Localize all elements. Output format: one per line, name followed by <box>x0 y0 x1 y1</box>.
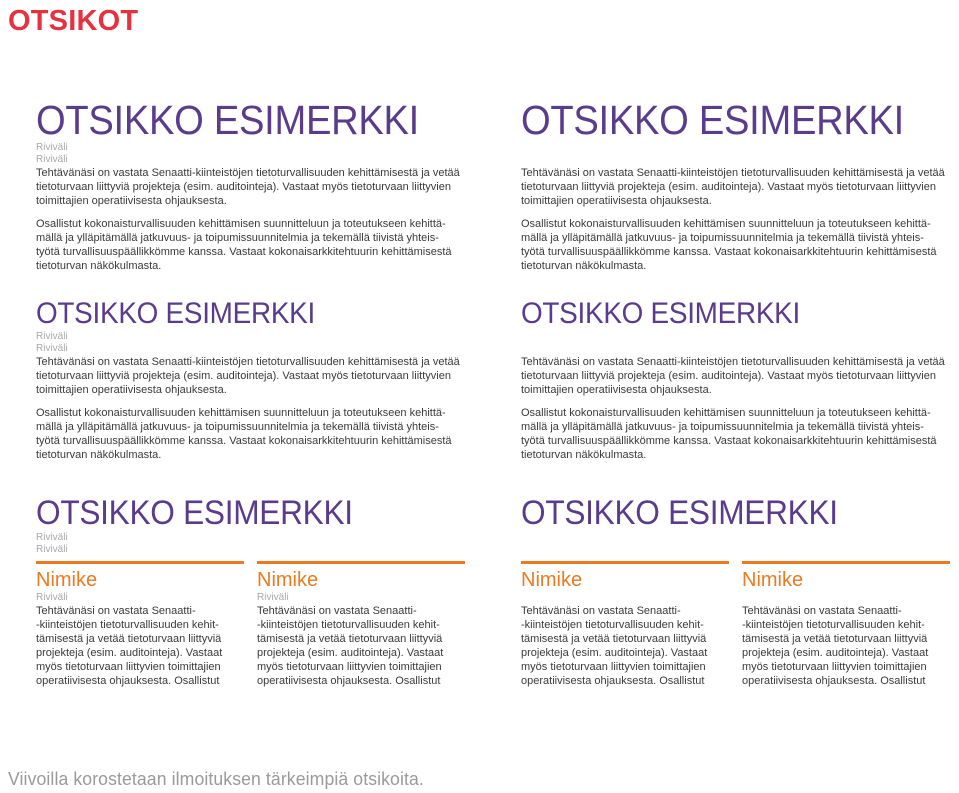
body-paragraph-1: Tehtävänäsi on vastata Senaatti-kiinteistöjen tietoturvallisuuden kehittämisestä ja vetää tietoturvaan liittyviä projekteja (esim. auditointeja). Vastaat myös tietoturvaan liittyvien toimittajien operatiivisesta ohjauksesta. <box>521 167 945 207</box>
example-block-left-2 <box>36 297 476 462</box>
spacing-label: Riviväli <box>36 544 68 555</box>
job-title: Nimike <box>521 569 583 591</box>
example-block-right-2 <box>521 297 951 462</box>
orange-divider-line <box>521 561 729 564</box>
example-heading: OTSIKKO ESIMERKKI <box>521 97 905 143</box>
column-paragraph: Tehtävänäsi on vastata Senaatti- -kiinteistöjen tietoturvallisuuden kehit- tämisestä ja vetää tietoturvaan liittyviä projekteja (esim. auditointeja). Vastaat myös tietoturvaan liittyvien toimittajien operatiivisesta ohjauksesta. Osallistut <box>36 605 223 687</box>
orange-divider-line <box>36 561 244 564</box>
body-paragraph-2: Osallistut kokonaisturvallisuuden kehittämisen suunnitteluun ja toteutukseen kehittä- mällä ja ylläpitämällä jatkuvuus- ja toipumissuunnitelmia ja tekemällä tiivistä yhteis- työtä turvallisuuspäällikkömme kanssa. Vastaat kokonaisarkkitehtuurin kehittämisestä tietoturvan näkökulmasta. <box>36 218 452 272</box>
spacing-label: Riviväli <box>36 142 68 153</box>
example-block-left-3 <box>36 494 476 556</box>
spacing-label: Riviväli <box>36 154 68 165</box>
body-paragraph-2: Osallistut kokonaisturvallisuuden kehittämisen suunnitteluun ja toteutukseen kehittä- mällä ja ylläpitämällä jatkuvuus- ja toipumissuunnitelmia ja tekemällä tiivistä yhteis- työtä turvallisuuspäällikkömme kanssa. Vastaat kokonaisarkkitehtuurin kehittämisestä tietoturvan näkökulmasta. <box>521 407 937 461</box>
job-title: Nimike <box>742 569 804 591</box>
job-title: Nimike <box>36 569 98 591</box>
body-paragraph-1: Tehtävänäsi on vastata Senaatti-kiinteistöjen tietoturvallisuuden kehittämisestä ja vetää tietoturvaan liittyviä projekteja (esim. auditointeja). Vastaat myös tietoturvaan liittyvien toimittajien operatiivisesta ohjauksesta. <box>521 356 945 396</box>
example-block-right-1 <box>521 98 951 273</box>
body-paragraph-1: Tehtävänäsi on vastata Senaatti-kiinteistöjen tietoturvallisuuden kehittämisestä ja vetää tietoturvaan liittyviä projekteja (esim. auditointeja). Vastaat myös tietoturvaan liittyvien toimittajien operatiivisesta ohjauksesta. <box>36 167 460 207</box>
title-column-right-a <box>521 561 729 688</box>
job-title: Nimike <box>257 569 319 591</box>
title-column-left-a <box>36 561 244 688</box>
footer-note: Viivoilla korostetaan ilmoituksen tärkeimpiä otsikoita. <box>8 769 424 789</box>
body-paragraph-2: Osallistut kokonaisturvallisuuden kehittämisen suunnitteluun ja toteutukseen kehittä- mällä ja ylläpitämällä jatkuvuus- ja toipumissuunnitelmia ja tekemällä tiivistä yhteis- työtä turvallisuuspäällikkömme kanssa. Vastaat kokonaisarkkitehtuurin kehittämisestä tietoturvan näkökulmasta. <box>36 407 452 461</box>
spacing-label: Riviväli <box>36 331 68 342</box>
example-heading: OTSIKKO ESIMERKKI <box>36 97 420 143</box>
page-title: OTSIKOT <box>8 5 139 37</box>
spacing-label: Riviväli <box>257 592 289 603</box>
spacing-label: Riviväli <box>36 592 68 603</box>
example-heading: OTSIKKO ESIMERKKI <box>36 297 315 330</box>
orange-divider-line <box>257 561 465 564</box>
title-column-right-b <box>742 561 950 688</box>
example-heading: OTSIKKO ESIMERKKI <box>36 494 353 532</box>
column-paragraph: Tehtävänäsi on vastata Senaatti- -kiinteistöjen tietoturvallisuuden kehit- tämisestä ja vetää tietoturvaan liittyviä projekteja (esim. auditointeja). Vastaat myös tietoturvaan liittyvien toimittajien operatiivisesta ohjauksesta. Osallistut <box>521 605 708 687</box>
example-block-right-3 <box>521 494 951 532</box>
column-paragraph: Tehtävänäsi on vastata Senaatti- -kiinteistöjen tietoturvallisuuden kehit- tämisestä ja vetää tietoturvaan liittyviä projekteja (esim. auditointeja). Vastaat myös tietoturvaan liittyvien toimittajien operatiivisesta ohjauksesta. Osallistut <box>742 605 929 687</box>
orange-divider-line <box>742 561 950 564</box>
column-paragraph: Tehtävänäsi on vastata Senaatti- -kiinteistöjen tietoturvallisuuden kehit- tämisestä ja vetää tietoturvaan liittyviä projekteja (esim. auditointeja). Vastaat myös tietoturvaan liittyvien toimittajien operatiivisesta ohjauksesta. Osallistut <box>257 605 444 687</box>
body-paragraph-2: Osallistut kokonaisturvallisuuden kehittämisen suunnitteluun ja toteutukseen kehittä- mällä ja ylläpitämällä jatkuvuus- ja toipumissuunnitelmia ja tekemällä tiivistä yhteis- työtä turvallisuuspäällikkömme kanssa. Vastaat kokonaisarkkitehtuurin kehittämisestä tietoturvan näkökulmasta. <box>521 218 937 272</box>
example-block-left-1 <box>36 98 476 273</box>
title-column-left-b <box>257 561 465 688</box>
example-heading: OTSIKKO ESIMERKKI <box>521 297 800 330</box>
example-heading: OTSIKKO ESIMERKKI <box>521 494 838 532</box>
spacing-label: Riviväli <box>36 532 68 543</box>
spacing-label: Riviväli <box>36 343 68 354</box>
body-paragraph-1: Tehtävänäsi on vastata Senaatti-kiinteistöjen tietoturvallisuuden kehittämisestä ja vetää tietoturvaan liittyviä projekteja (esim. auditointeja). Vastaat myös tietoturvaan liittyvien toimittajien operatiivisesta ohjauksesta. <box>36 356 460 396</box>
